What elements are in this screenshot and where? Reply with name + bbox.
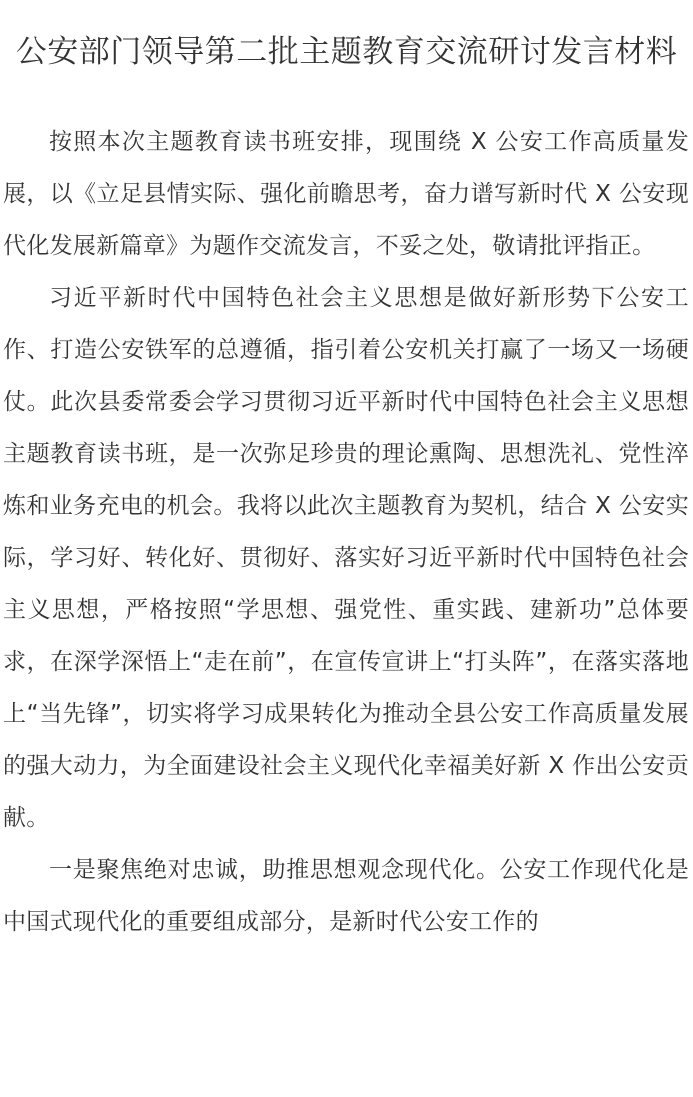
paragraph-point-one: 一是聚焦绝对忠诚，助推思想观念现代化。公安工作现代化是中国式现代化的重要组成部分，是新时代公安工作的 bbox=[3, 857, 689, 935]
document-body bbox=[0, 78, 693, 948]
paragraph-guiding-thought: 习近平新时代中国特色社会主义思想是做好新形势下公安工作、打造公安铁军的总遵循，指引着公安机关打赢了一场又一场硬仗。此次县委常委会学习贯彻习近平新时代中国特色社会主义思想主题教育读书班，是一次弥足珍贵的理论熏陶、思想洗礼、党性淬炼和业务充电的机会。我将以此次主题教育为契机，结合 X 公安实际，学习好、转化好、贯彻好、落实好习近平新时代中国特色社会主义思想，严格按照“学思想、强党性、重实践、建新功”总体要求，在深学深悟上“走在前”，在宣传宣讲上“打头阵”，在落实落地上“当先锋”，切实将学习成果转化为推动全县公安工作高质量发展的强大动力，为全面建设社会主义现代化幸福美好新 X 作出公安贡献。 bbox=[3, 285, 689, 831]
paragraph-intro: 按照本次主题教育读书班安排，现围绕 X 公安工作高质量发展，以《立足县情实际、强化前瞻思考，奋力谱写新时代 X 公安现代化发展新篇章》为题作交流发言，不妥之处，敬请批评指正。 bbox=[3, 129, 689, 259]
document-title: 公安部门领导第二批主题教育交流研讨发言材料 bbox=[15, 34, 678, 70]
